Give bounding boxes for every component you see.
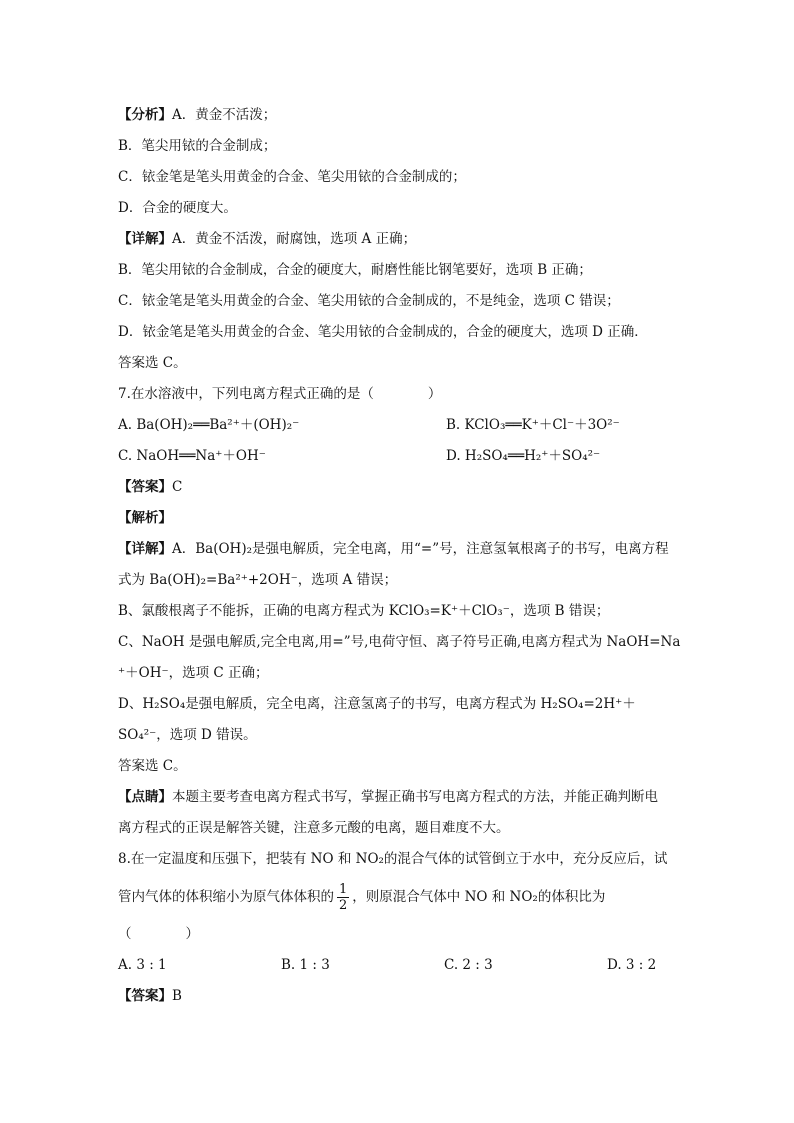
- detail-line: [118, 224, 678, 255]
- answer-tag: 【答案】: [118, 988, 172, 1004]
- question-8-option-a: A. 3 : 1: [118, 957, 167, 973]
- comment-tag: 【点睛】: [118, 789, 172, 805]
- question-7-comment-1: [118, 782, 678, 813]
- question-7-options-row-1: [118, 410, 678, 441]
- detail-c: C．铱金笔是笔头用黄金的合金、笔尖用铱的合金制成的，不是纯金，选项 C 错误；: [118, 293, 620, 309]
- question-7-option-a: A. Ba(OH)₂══Ba²⁺＋(OH)₂⁻: [118, 417, 300, 433]
- detail-d: D．铱金笔是笔头用黄金的合金、笔尖用铱的合金制成的，合金的硬度大，选项 D 正确．: [118, 324, 648, 340]
- fraction-numerator: 1: [339, 882, 348, 897]
- analysis-line: [118, 100, 678, 131]
- question-7-final: 答案选 C。: [118, 758, 187, 774]
- question-8-stem-3: （ ）: [118, 926, 199, 942]
- question-7-detail-1-text: A．Ba(OH)₂是强电解质，完全电离，用“=”号，注意氢氧根离子的书写，电离方程: [172, 541, 669, 557]
- question-8-option-d: D. 3 : 2: [607, 957, 657, 973]
- question-8-answer: [118, 981, 678, 1012]
- question-7-answer: [118, 472, 678, 503]
- question-8-stem-2b: ，则原混合气体中 NO 和 NO₂的体积比为: [352, 889, 606, 905]
- question-7-detail-7: SO₄²⁻，选项 D 错误。: [118, 727, 257, 743]
- question-7-detail-3: B、氯酸根离子不能拆，正确的电离方程式为 KClO₃=K⁺＋ClO₃⁻，选项 B 错误；: [118, 603, 610, 619]
- question-7-stem: 7.在水溶液中，下列电离方程式正确的是（ ）: [118, 386, 442, 402]
- question-7-option-b: B. KClO₃══K⁺＋Cl⁻＋3O²⁻: [446, 417, 620, 433]
- question-7-detail-4: C、NaOH 是强电解质,完全电离,用=”号,电荷守恒、离子符号正确,电离方程式为 NaOH=Na: [118, 634, 681, 650]
- detail-b: B．笔尖用铱的合金制成，合金的硬度大，耐磨性能比钢笔要好，选项 B 正确；: [118, 262, 592, 278]
- question-7-detail-6: D、H₂SO₄是强电解质，完全电离，注意氢离子的书写，电离方程式为 H₂SO₄=2H⁺＋: [118, 696, 636, 712]
- analysis-text: A．黄金不活泼；: [172, 107, 277, 123]
- question-7-options-row-2: [118, 441, 678, 472]
- analysis-b: B．笔尖用铱的合金制成；: [118, 138, 277, 154]
- question-7-detail-2: 式为 Ba(OH)₂=Ba²⁺+2OH⁻，选项 A 错误；: [118, 572, 398, 588]
- question-8-stem-2a: 管内气体的体积缩小为原气体体积的: [118, 889, 334, 905]
- fraction: [337, 882, 349, 913]
- analysis-c: C．铱金笔是笔头用黄金的合金、笔尖用铱的合金制成的；: [118, 169, 466, 185]
- document-page: [118, 100, 681, 1012]
- explain-tag: 【解析】: [118, 510, 172, 526]
- question-8-answer-value: B: [172, 988, 182, 1004]
- detail-tag: 【详解】: [118, 541, 172, 557]
- question-7-detail-5: ⁺＋OH⁻，选项 C 正确；: [118, 665, 269, 681]
- detail-tag: 【详解】: [118, 231, 172, 247]
- final-answer-6: 答案选 C。: [118, 355, 187, 371]
- answer-tag: 【答案】: [118, 479, 172, 495]
- fraction-denominator: 2: [339, 898, 348, 913]
- question-7-option-c: C. NaOH══Na⁺＋OH⁻: [118, 448, 266, 464]
- question-8-options: [118, 950, 678, 981]
- question-7-detail-1: [118, 534, 678, 565]
- question-8-stem-2: [118, 875, 678, 919]
- detail-text: A．黄金不活泼，耐腐蚀，选项 A 正确；: [172, 231, 417, 247]
- analysis-d: D．合金的硬度大。: [118, 200, 237, 216]
- question-8-option-b: B. 1 : 3: [281, 957, 330, 973]
- question-7-comment-2: 离方程式的正误是解答关键，注意多元酸的电离，题目难度不大。: [118, 820, 510, 836]
- question-7-comment-1-text: 本题主要考查电离方程式书写，掌握正确书写电离方程式的方法，并能正确判断电: [172, 789, 658, 805]
- question-7-explain-heading: [118, 503, 678, 534]
- question-8-stem-1: 8.在一定温度和压强下，把装有 NO 和 NO₂的混合气体的试管倒立于水中，充分反应后，试: [118, 851, 668, 867]
- question-7-answer-value: C: [172, 479, 183, 495]
- question-8-option-c: C. 2 : 3: [444, 957, 493, 973]
- question-7-option-d: D. H₂SO₄══H₂⁺＋SO₄²⁻: [446, 448, 601, 464]
- analysis-tag: 【分析】: [118, 107, 172, 123]
